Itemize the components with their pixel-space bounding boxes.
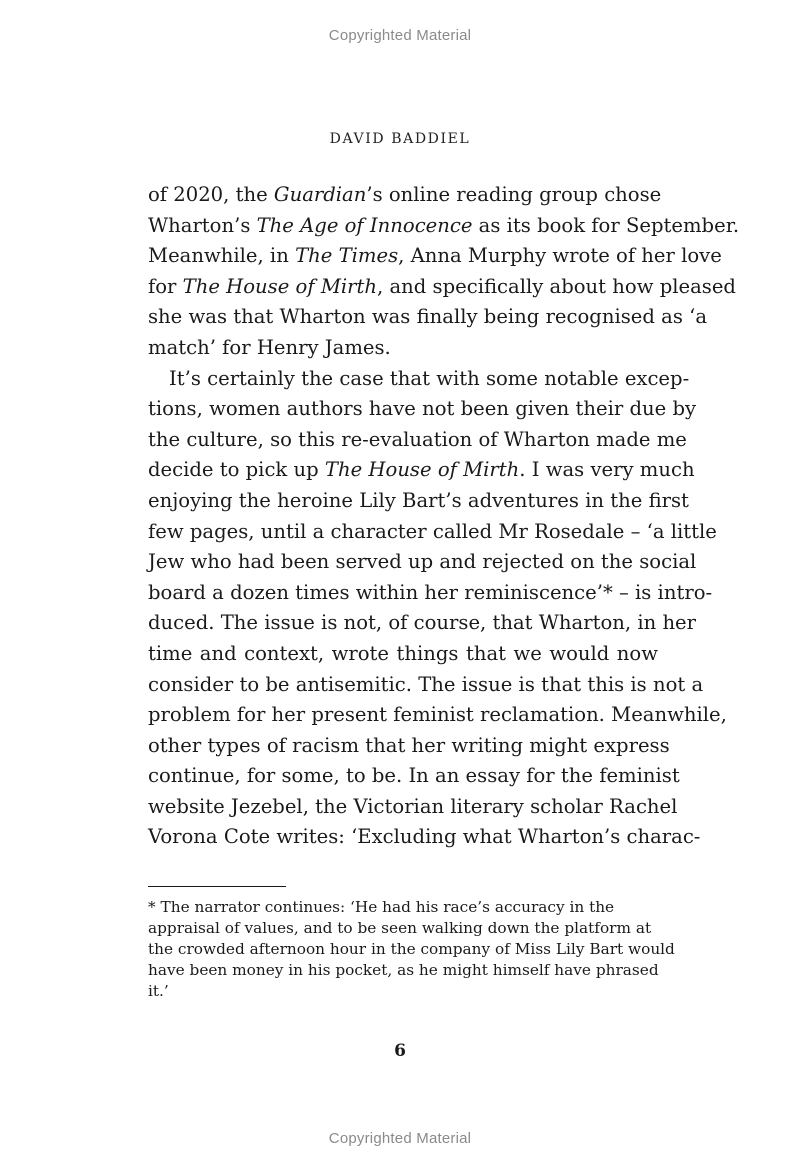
footnote-line: appraisal of values, and to be seen walking down the platform at	[148, 919, 652, 937]
body-line	[148, 578, 713, 609]
body-line	[148, 272, 736, 303]
text-run: Meanwhile, in	[148, 244, 296, 268]
body-line	[148, 180, 662, 211]
text-run: other types of racism that her writing might express	[148, 733, 670, 757]
text-run: continue, for some, to be. In an essay for the feminist	[148, 764, 680, 788]
italic-title: The Age of Innocence	[256, 213, 473, 237]
text-run: few pages, until a character called Mr Rosedale – ‘a little	[148, 519, 717, 543]
text-run: Wharton’s	[148, 213, 257, 237]
body-line	[148, 761, 680, 792]
text-run: of 2020, the	[148, 183, 274, 206]
page-number: 6	[394, 1041, 406, 1061]
text-run: the culture, so this re-evaluation of Wharton made me	[148, 427, 687, 451]
footnote-line: it.’	[148, 982, 169, 1000]
body-line	[148, 517, 717, 548]
footnote-line: * The narrator continues: ‘He had his race’s accuracy in the	[148, 898, 615, 916]
text-run: enjoying the heroine Lily Bart’s adventures in the first	[148, 488, 689, 512]
text-run: website Jezebel, the Victorian literary scholar Rachel	[148, 794, 678, 818]
text-run: , Anna Murphy wrote of her love	[398, 244, 722, 268]
body-line	[148, 455, 695, 486]
text-run: problem for her present feminist reclamation. Meanwhile,	[148, 703, 727, 727]
text-run: , and specifically about how pleased	[377, 274, 736, 298]
running-head-author: DAVID BADDIEL	[329, 131, 471, 147]
italic-title: Guardian	[273, 183, 367, 206]
text-run: match’ for Henry James.	[148, 335, 391, 359]
text-run: Vorona Cote writes: ‘Excluding what Wharton’s charac-	[148, 825, 701, 849]
body-line	[148, 639, 658, 670]
text-run: for	[148, 274, 183, 298]
text-run: decide to pick up	[148, 458, 325, 482]
text-run: tions, women authors have not been given their due by	[148, 397, 697, 421]
body-line	[148, 241, 722, 272]
italic-title: The Times	[295, 244, 399, 268]
body-line	[148, 731, 670, 762]
text-run: she was that Wharton was finally being recognised as ‘a	[148, 305, 708, 329]
text-run: Jew who had been served up and rejected on the social	[148, 550, 697, 574]
text-run: as its book for September.	[472, 213, 740, 237]
body-line	[148, 364, 690, 395]
body-text	[148, 180, 740, 853]
body-line	[148, 425, 687, 456]
text-run: ’s online reading group chose	[366, 183, 662, 206]
text-run: time and context, wrote things that we would now	[148, 641, 658, 665]
footnote-rule	[148, 886, 286, 887]
body-line	[148, 486, 689, 517]
body-line	[148, 547, 697, 578]
italic-title: The House of Mirth	[324, 458, 520, 482]
body-line	[148, 302, 708, 333]
body-line	[148, 792, 678, 823]
copyright-watermark-bottom: Copyrighted Material	[328, 1130, 472, 1147]
body-line	[148, 333, 658, 364]
text-run: consider to be antisemitic. The issue is that this is not a	[148, 672, 704, 696]
text-run: . I was very much	[519, 458, 695, 482]
body-line	[148, 700, 727, 731]
text-run: board a dozen times within her reminiscence’* – is intro-	[148, 580, 713, 604]
body-line	[148, 211, 740, 242]
body-line	[148, 608, 697, 639]
body-line	[148, 670, 704, 701]
body-line	[148, 822, 701, 853]
body-line	[148, 394, 697, 425]
footnote-line: the crowded afternoon hour in the company of Miss Lily Bart would	[148, 940, 675, 958]
footnote	[148, 897, 675, 1002]
footnote-line: have been money in his pocket, as he might himself have phrased	[148, 961, 659, 979]
text-run: duced. The issue is not, of course, that Wharton, in her	[148, 611, 697, 635]
copyright-watermark-top: Copyrighted Material	[328, 27, 472, 44]
text-run: It’s certainly the case that with some notable excep-	[169, 366, 690, 390]
italic-title: The House of Mirth	[182, 274, 378, 298]
